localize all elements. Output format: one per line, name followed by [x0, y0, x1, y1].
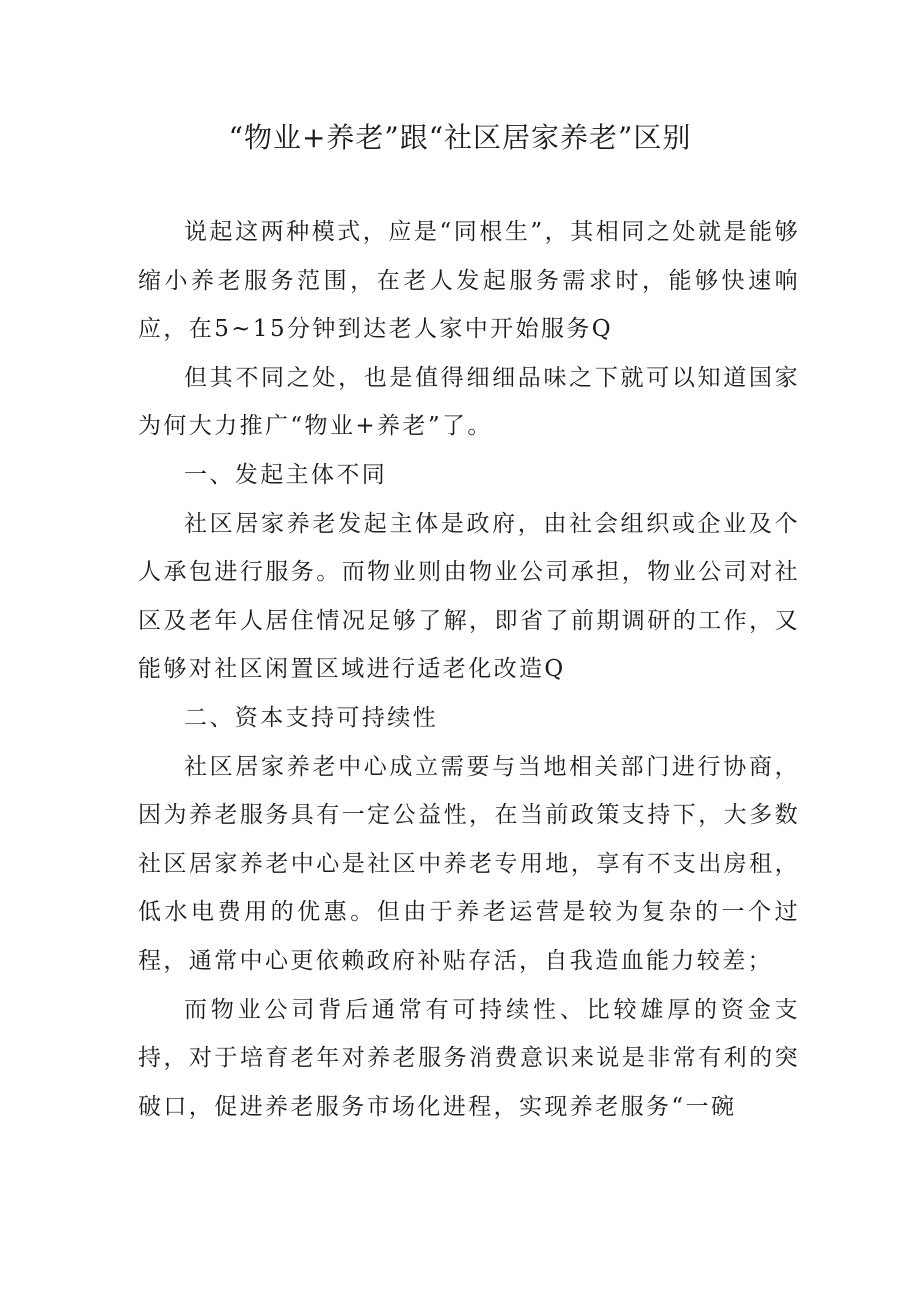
paragraph-capital-community: 社区居家养老中心成立需要与当地相关部门进行协商，因为养老服务具有一定公益性，在当前政策支持下，大多数社区居家养老中心是社区中养老专用地，享有不支出房租，低水电费用的优惠。但由于养老运营是较为复杂的一个过程，通常中心更依赖政府补贴存活，自我造血能力较差； [138, 753, 800, 974]
section-heading-initiator: 一、发起主体不同 [184, 461, 388, 488]
document-body [138, 208, 800, 1131]
document-title: “物业+养老”跟“社区居家养老”区别 [228, 121, 692, 154]
section-heading-capital: 二、资本支持可持续性 [184, 704, 438, 731]
paragraph-initiator: 社区居家养老发起主体是政府，由社会组织或企业及个人承包进行服务。而物业则由物业公司承担，物业公司对社区及老年人居住情况足够了解，即省了前期调研的工作，又能够对社区闲置区域进行适老化改造Q [138, 510, 800, 683]
paragraph-difference: 但其不同之处，也是值得细细品味之下就可以知道国家为何大力推广“物业+养老”了。 [138, 364, 800, 440]
paragraph-intro: 说起这两种模式，应是“同根生”，其相同之处就是能够缩小养老服务范围，在老人发起服务需求时，能够快速响应，在5~15分钟到达老人家中开始服务Q [138, 219, 800, 343]
paragraph-capital-property: 而物业公司背后通常有可持续性、比较雄厚的资金支持，对于培育老年对养老服务消费意识来说是非常有利的突破口，促进养老服务市场化进程，实现养老服务“一碗 [138, 996, 800, 1120]
